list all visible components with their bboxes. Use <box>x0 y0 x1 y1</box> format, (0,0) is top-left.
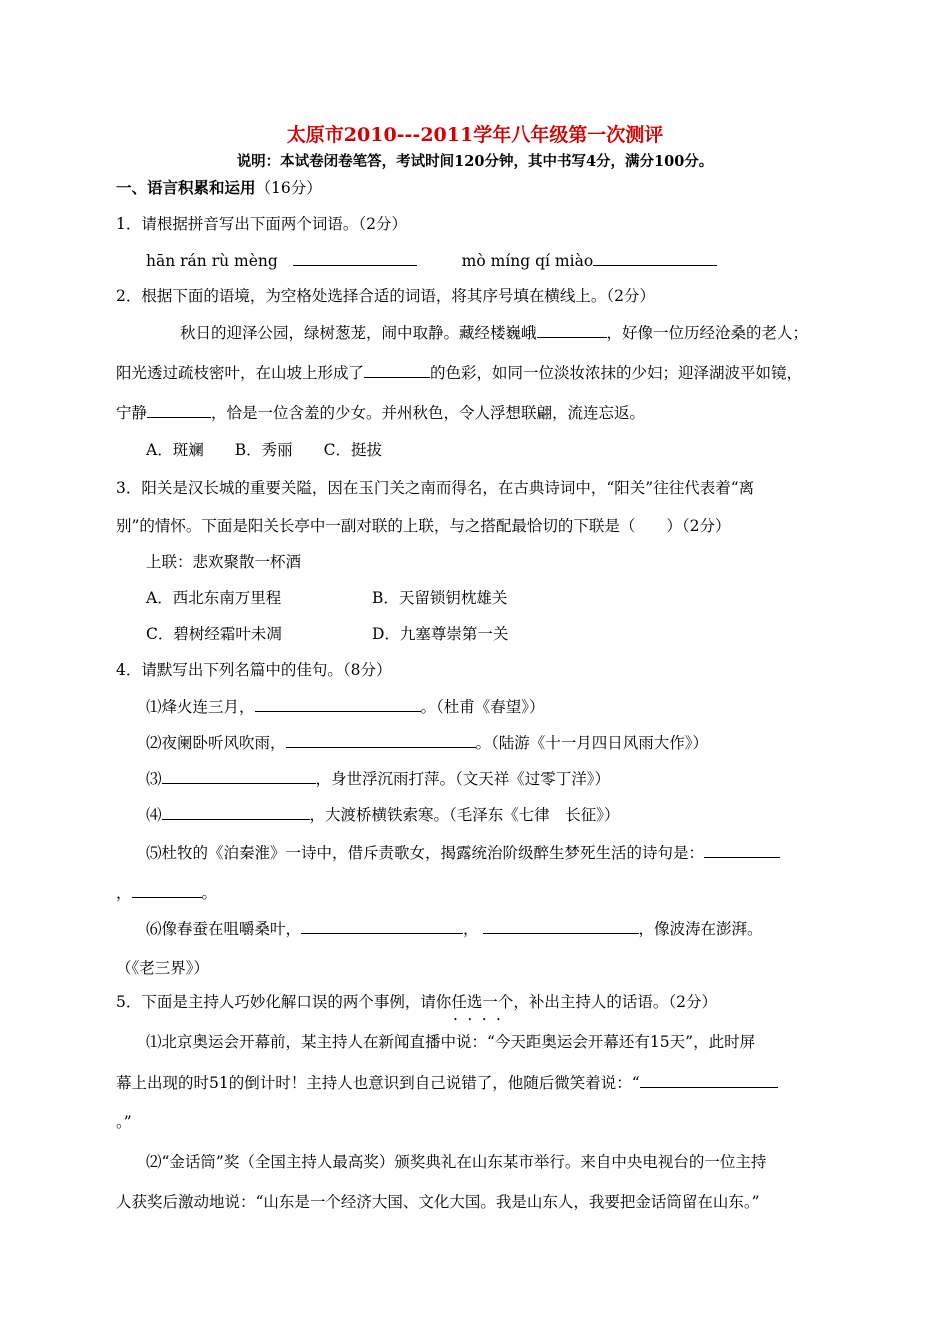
q2-blank-1[interactable] <box>537 322 607 338</box>
q5-case-1-line-1: ⑴北京奥运会开幕前，某主持人在新闻直播中说：“今天距奥运会开幕还有15天”，此时屏 <box>146 1033 756 1051</box>
q3-option-b[interactable]: B．天留锁钥枕雄关 <box>372 589 508 607</box>
q2-passage-line-1 <box>180 322 808 343</box>
q4-text: ，身世浮沉雨打萍。（文天祥《过零丁洋》） <box>315 770 611 788</box>
q1-pinyin-2: mò míng qí miào <box>461 252 594 270</box>
q3-stem-line-2: 别”的情怀。下面是阳关长亭中一副对联的上联，与之搭配最恰切的下联是（ ）（2分） <box>116 517 731 535</box>
exam-instructions: 说明：本试卷闭卷笔答，考试时间120分钟，其中书写4分，满分100分。 <box>236 153 714 170</box>
q4-text: ⑷ <box>146 806 162 824</box>
q4-text: 。（杜甫《春望》） <box>420 698 545 716</box>
q4-text: ⑵夜阑卧听风吹雨， <box>146 734 286 752</box>
exam-title: 太原市2010---2011学年八年级第一次测评 <box>286 124 664 146</box>
q4-item-5 <box>146 842 780 863</box>
q4-text: ， <box>463 920 479 938</box>
q4-blank-4[interactable] <box>162 804 310 820</box>
q4-blank-3[interactable] <box>162 768 316 784</box>
q5-emphasis: 任选一个 • • • • <box>451 993 513 1011</box>
q4-text: ⑸杜牧的《泊秦淮》一诗中，借斥责歌女，揭露统治阶级醉生梦死生活的诗句是： <box>146 844 705 862</box>
q1-answer-row <box>146 250 717 271</box>
q3-option-c[interactable]: C．碧树经霜叶未凋 <box>146 625 282 643</box>
q1-pinyin-1: hān rán rù mèng <box>146 252 278 270</box>
q4-blank-5b[interactable] <box>132 882 202 898</box>
section-heading <box>116 178 322 198</box>
q3-option-a[interactable]: A．西北东南万里程 <box>146 589 282 607</box>
q5-stem <box>116 992 717 1012</box>
q4-text: ⑹像春蚕在咀嚼桑叶， <box>146 920 302 938</box>
q2-text: ，好像一位历经沧桑的老人； <box>606 324 809 342</box>
q4-item-2 <box>146 732 708 753</box>
q4-text: ， <box>116 884 132 902</box>
q2-text: 秋日的迎泽公园，绿树葱茏，闹中取静。藏经楼巍峨 <box>180 324 537 342</box>
q4-text: 。 <box>201 884 218 902</box>
q4-text: ，大渡桥横铁索寒。（毛泽东《七律 长征》） <box>309 806 620 824</box>
q4-item-6 <box>146 918 763 939</box>
q5-case-1-line-2 <box>116 1072 778 1093</box>
q4-blank-6a[interactable] <box>301 918 463 934</box>
q5-text: 幕上出现的时51的倒计时！主持人也意识到自己说错了，他随后微笑着说：“ <box>116 1074 640 1092</box>
q2-stem: 2．根据下面的语境，为空格处选择合适的词语，将其序号填在横线上。（2分） <box>116 287 655 305</box>
q4-blank-1[interactable] <box>255 696 421 712</box>
q4-blank-5a[interactable] <box>704 842 780 858</box>
q4-blank-2[interactable] <box>286 732 476 748</box>
q4-item-1 <box>146 696 545 717</box>
q4-text: ⑴烽火连三月， <box>146 698 255 716</box>
q5-blank-1[interactable] <box>640 1072 778 1088</box>
q5-case-2-line-1: ⑵“金话筒”奖（全国主持人最高奖）颁奖典礼在山东某市举行。来自中央电视台的一位主持 <box>146 1153 767 1171</box>
q4-item-6-source: （《老三界》） <box>116 959 210 977</box>
q2-passage-line-2 <box>116 362 802 383</box>
q5-text: ，补出主持人的话语。（2分） <box>513 993 718 1011</box>
q1-blank-1[interactable] <box>293 250 417 266</box>
q2-text: ，恰是一位含羞的少女。并州秋色，令人浮想联翩，流连忘返。 <box>211 404 646 422</box>
q4-blank-6b[interactable] <box>483 918 639 934</box>
q2-blank-2[interactable] <box>364 362 430 378</box>
q4-stem: 4．请默写出下列名篇中的佳句。（8分） <box>116 661 392 679</box>
q4-text: 。（陆游《十一月四日风雨大作》） <box>475 734 709 752</box>
q5-text: 5．下面是主持人巧妙化解口误的两个事例，请你 <box>116 993 452 1011</box>
q5-case-2-line-2: 人获奖后激动地说：“山东是一个经济大国、文化大国。我是山东人，我要把金话筒留在山东。” <box>116 1193 760 1211</box>
q4-item-4 <box>146 804 620 825</box>
section-title: 一、语言积累和运用 <box>116 178 256 197</box>
q1-stem: 1．请根据拼音写出下面两个词语。（2分） <box>116 215 407 233</box>
q2-text: 的色彩，如同一位淡妆浓抹的少妇；迎泽湖波平如镜， <box>430 364 803 382</box>
q4-item-3 <box>146 768 610 789</box>
q5-case-1-line-3: 。” <box>116 1113 132 1131</box>
q1-blank-2[interactable] <box>593 250 717 266</box>
q2-blank-3[interactable] <box>147 402 211 418</box>
q2-text: 宁静 <box>116 404 148 422</box>
q2-options: A．斑斓 B．秀丽 C．挺拔 <box>146 441 382 459</box>
q4-item-5-cont <box>116 882 217 903</box>
q4-text: ，像波涛在澎湃。 <box>638 920 763 938</box>
q4-text: ⑶ <box>146 770 162 788</box>
q3-upper-couplet: 上联：悲欢聚散一杯酒 <box>146 553 302 571</box>
q2-passage-line-3 <box>116 402 645 423</box>
q2-text: 阳光透过疏枝密叶，在山坡上形成了 <box>116 364 365 382</box>
section-score: （16分） <box>255 179 322 197</box>
q3-stem-line-1: 3．阳关是汉长城的重要关隘，因在玉门关之南而得名，在古典诗词中，“阳关”往往代表着“离 <box>116 479 755 497</box>
q3-option-d[interactable]: D．九塞尊崇第一关 <box>372 625 509 643</box>
